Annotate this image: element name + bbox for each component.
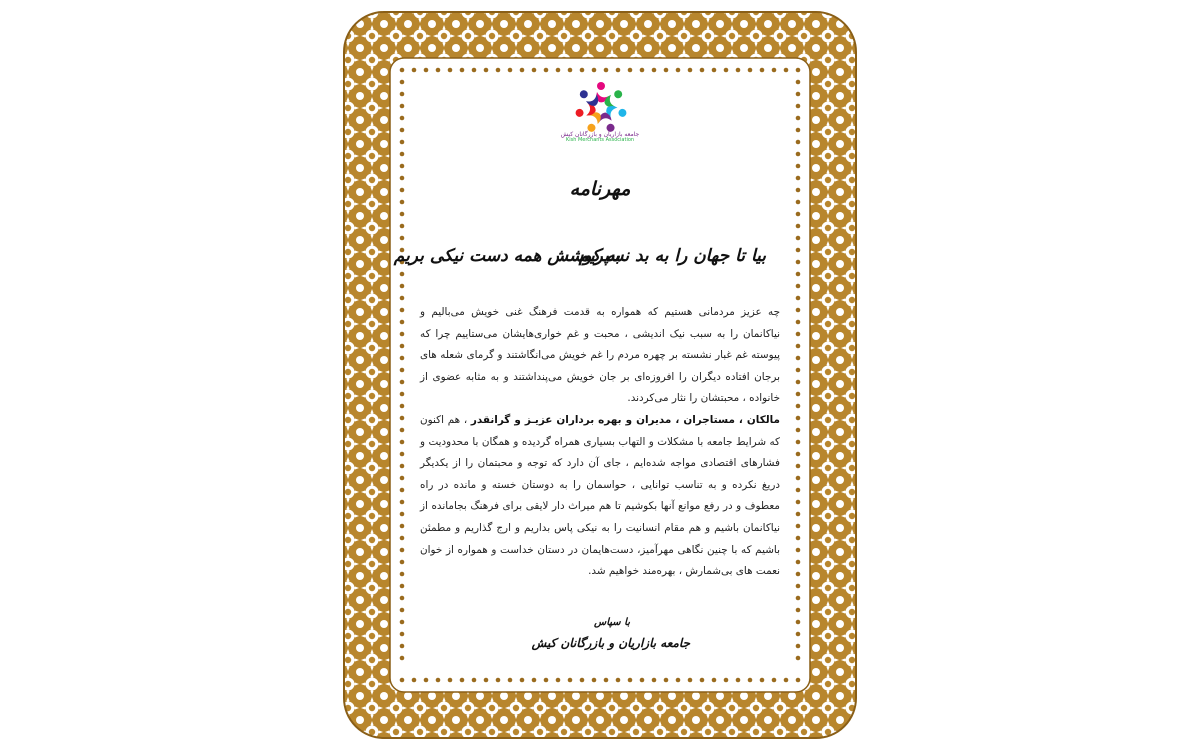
border-dot: [400, 236, 405, 241]
border-dot: [400, 512, 405, 517]
border-dot: [748, 678, 753, 683]
border-dot: [400, 392, 405, 397]
border-dot: [796, 152, 801, 157]
border-dot: [796, 80, 801, 85]
border-dot: [784, 68, 789, 73]
border-dot: [700, 678, 705, 683]
border-dot: [796, 272, 801, 277]
border-dot: [796, 368, 801, 373]
border-dot: [688, 678, 693, 683]
border-dot: [796, 320, 801, 325]
border-dot: [604, 68, 609, 73]
border-dot: [436, 68, 441, 73]
border-dot: [496, 678, 501, 683]
border-dot: [400, 284, 405, 289]
border-dot: [400, 428, 405, 433]
border-dot: [400, 320, 405, 325]
border-dot: [400, 332, 405, 337]
border-dot: [616, 678, 621, 683]
border-dot: [520, 68, 525, 73]
border-dot: [400, 404, 405, 409]
border-dot: [484, 678, 489, 683]
border-dot: [400, 104, 405, 109]
border-dot: [796, 140, 801, 145]
border-dot: [400, 596, 405, 601]
border-dot: [796, 476, 801, 481]
border-dot: [556, 68, 561, 73]
logo-caption-fa: جامعه بازاریان و بازرگانان کیش: [560, 131, 640, 138]
border-dot: [796, 104, 801, 109]
border-dot: [400, 500, 405, 505]
border-dot: [640, 678, 645, 683]
border-dot: [400, 116, 405, 121]
border-dot: [544, 68, 549, 73]
border-dot: [448, 68, 453, 73]
border-dot: [496, 68, 501, 73]
border-dot: [796, 260, 801, 265]
border-dot: [400, 224, 405, 229]
border-dot: [772, 68, 777, 73]
border-dot: [796, 440, 801, 445]
border-dot: [724, 678, 729, 683]
border-dot: [628, 678, 633, 683]
border-dot: [796, 464, 801, 469]
border-dot: [748, 68, 753, 73]
logo-caption: [548, 132, 652, 144]
page-title: مهرنامه: [569, 178, 631, 200]
border-dot: [796, 224, 801, 229]
signature: جامعه بازاریان و بازرگانان کیش: [531, 636, 690, 650]
border-dot: [676, 678, 681, 683]
border-dot: [400, 452, 405, 457]
border-dot: [796, 68, 801, 73]
border-dot: [712, 678, 717, 683]
border-dot: [796, 380, 801, 385]
border-dot: [400, 536, 405, 541]
border-dot: [400, 620, 405, 625]
border-dot: [652, 68, 657, 73]
border-dot: [796, 620, 801, 625]
border-dot: [796, 488, 801, 493]
border-dot: [568, 68, 573, 73]
dot-column: [796, 80, 801, 661]
logo-caption-en: Kish Merchants Association: [565, 137, 635, 144]
border-dot: [448, 678, 453, 683]
border-dot: [508, 678, 513, 683]
border-dot: [520, 678, 525, 683]
closing-block: [500, 617, 690, 650]
border-dot: [796, 116, 801, 121]
border-dot: [424, 68, 429, 73]
border-dot: [796, 656, 801, 661]
border-dot: [796, 584, 801, 589]
border-dot: [760, 678, 765, 683]
border-dot: [796, 236, 801, 241]
border-dot: [412, 678, 417, 683]
border-dot: [796, 404, 801, 409]
border-dot: [400, 272, 405, 277]
border-dot: [580, 68, 585, 73]
border-dot: [796, 632, 801, 637]
border-dot: [532, 678, 537, 683]
border-dot: [688, 68, 693, 73]
border-dot: [400, 608, 405, 613]
border-dot: [460, 68, 465, 73]
border-dot: [400, 200, 405, 205]
paragraph-2: [420, 410, 780, 583]
paragraph-2-addressees: مالکان ، مستاجران ، مدیران و بهره برداران عزیـز و گرانقدر: [470, 413, 780, 426]
border-dot: [796, 356, 801, 361]
border-dot: [484, 68, 489, 73]
border-dot: [472, 68, 477, 73]
border-dot: [460, 678, 465, 683]
logo-person-icon: [605, 105, 628, 122]
border-dot: [400, 356, 405, 361]
border-dot: [400, 440, 405, 445]
border-dot: [796, 284, 801, 289]
border-dot: [532, 68, 537, 73]
border-dot: [400, 296, 405, 301]
border-dot: [796, 644, 801, 649]
border-dot: [472, 678, 477, 683]
border-dot: [796, 572, 801, 577]
border-dot: [736, 678, 741, 683]
border-dot: [796, 560, 801, 565]
border-dot: [400, 140, 405, 145]
border-dot: [796, 308, 801, 313]
border-dot: [628, 68, 633, 73]
border-dot: [676, 68, 681, 73]
border-dot: [796, 608, 801, 613]
dot-column: [400, 80, 405, 661]
border-dot: [796, 248, 801, 253]
border-dot: [424, 678, 429, 683]
border-dot: [400, 644, 405, 649]
border-dot: [592, 678, 597, 683]
border-dot: [664, 68, 669, 73]
border-dot: [796, 212, 801, 217]
border-dot: [400, 152, 405, 157]
border-dot: [400, 344, 405, 349]
border-dot: [796, 392, 801, 397]
border-dot: [784, 678, 789, 683]
border-dot: [796, 512, 801, 517]
border-dot: [400, 560, 405, 565]
border-dot: [724, 68, 729, 73]
border-dot: [796, 678, 801, 683]
border-dot: [796, 332, 801, 337]
border-dot: [400, 368, 405, 373]
border-dot: [736, 68, 741, 73]
border-dot: [796, 428, 801, 433]
border-dot: [400, 464, 405, 469]
closing-thanks: با سپاس: [594, 617, 630, 628]
border-dot: [664, 678, 669, 683]
border-dot: [400, 476, 405, 481]
border-dot: [508, 68, 513, 73]
border-dot: [796, 500, 801, 505]
border-dot: [400, 308, 405, 313]
border-dot: [652, 678, 657, 683]
border-dot: [796, 416, 801, 421]
border-dot: [796, 536, 801, 541]
motto-second-hemistich: به کوشش همه دست نیکی بریم: [393, 246, 620, 266]
border-dot: [556, 678, 561, 683]
border-dot: [772, 678, 777, 683]
border-dot: [796, 596, 801, 601]
letter-body: [420, 302, 780, 583]
border-dot: [796, 524, 801, 529]
border-dot: [568, 678, 573, 683]
motto-first-hemistich: بیا تا جهان را به بد نسپریم: [578, 246, 766, 266]
border-dot: [712, 68, 717, 73]
border-dot: [400, 656, 405, 661]
border-dot: [400, 488, 405, 493]
border-dot: [580, 678, 585, 683]
border-dot: [760, 68, 765, 73]
border-dot: [544, 678, 549, 683]
border-dot: [796, 452, 801, 457]
border-dot: [400, 632, 405, 637]
border-dot: [400, 128, 405, 133]
paragraph-1: چه عزیز مردمانی هستیم که همواره به قدمت فرهنگ غنی خویش می‌بالیم و نیاکانمان را به سبب نیک اندیشی ، محبت و غم خواری‌هایشان می‌ستاییم چرا که پیوسته غم غبار نشسته بر چهره مردم را غم خویش می‌انگاشتند و گرمای شعله های برجان افتاده دیگران را افروزه‌ای بر جان خویش می‌پنداشتند و به مثابه عضوی از خانواده ، محبتشان را نثار می‌کردند.: [420, 306, 780, 405]
border-dot: [796, 128, 801, 133]
border-dot: [412, 68, 417, 73]
paragraph-2-text: ، هم اکنون که شرایط جامعه با مشکلات و التهاب بسیاری همراه گردیده و همگان با محدودیت و فشارهای اقتصادی مواجه شده‌ایم ، جای آن دارد که توجه و محبتمان را از یکدیگر دریغ نکرده و به تناسب توانایی ، حواسمان را به دوستان خسته و مانده در راه معطوف و در رفع موانع آنها بکوشیم تا هم میراث دار لایقی برای فرهنگ بجامانده از نیاکانمان باشیم و هم مقام انسانیت را به نیکی پاس بداریم و ارج گذاریم و مطمئن باشیم که با چنین نگاهی مهرآمیز، دست‌هایمان در دستان خداست و همواره از خوان نعمت های بی‌شمارش ، بهره‌مند خواهیم شد.: [420, 413, 780, 578]
border-dot: [400, 68, 405, 73]
border-dot: [592, 68, 597, 73]
border-dot: [604, 678, 609, 683]
border-dot: [400, 164, 405, 169]
border-dot: [400, 572, 405, 577]
border-dot: [796, 296, 801, 301]
border-dot: [796, 92, 801, 97]
border-dot: [400, 92, 405, 97]
border-dot: [796, 344, 801, 349]
border-dot: [796, 548, 801, 553]
border-dot: [700, 68, 705, 73]
border-dot: [400, 678, 405, 683]
border-dot: [400, 416, 405, 421]
border-dot: [400, 584, 405, 589]
border-dot: [436, 678, 441, 683]
border-dot: [400, 380, 405, 385]
border-dot: [796, 164, 801, 169]
border-dot: [400, 524, 405, 529]
border-dot: [400, 212, 405, 217]
border-dot: [640, 68, 645, 73]
border-dot: [796, 200, 801, 205]
border-dot: [616, 68, 621, 73]
border-dot: [400, 80, 405, 85]
border-dot: [400, 548, 405, 553]
